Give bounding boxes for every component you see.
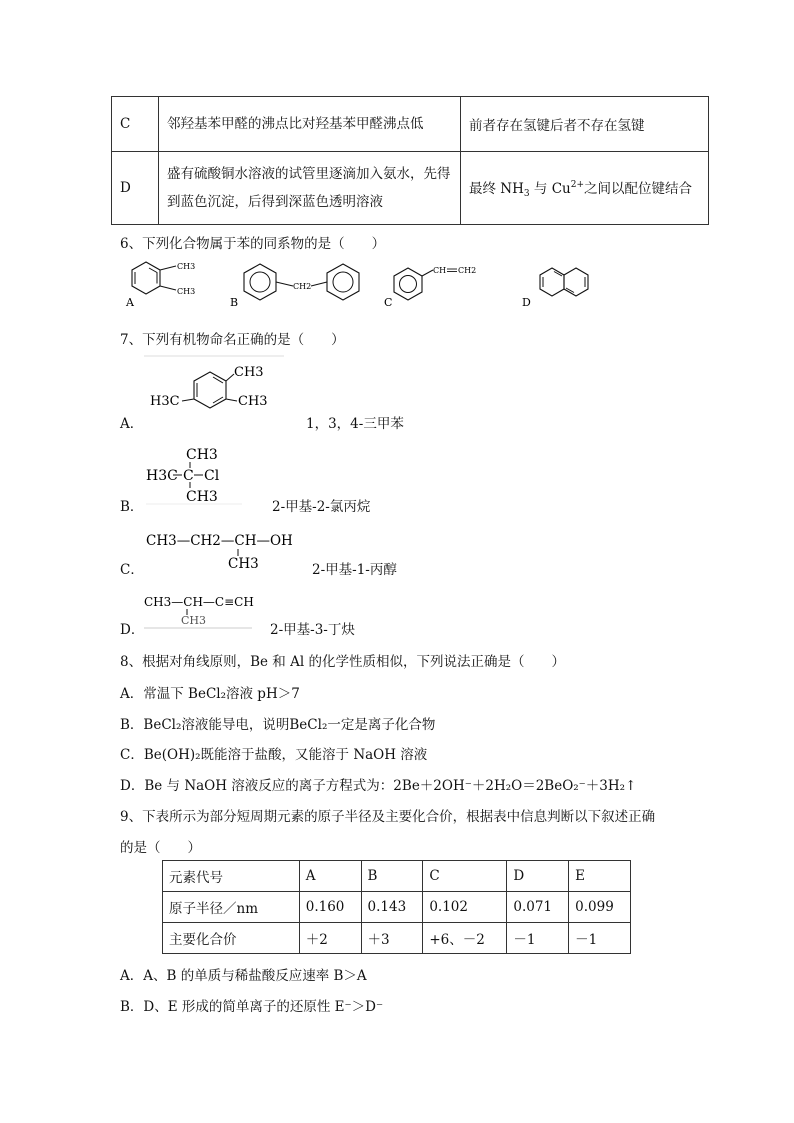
b-bottom: CH3 <box>186 489 218 505</box>
q7c-label: C． <box>120 562 144 578</box>
q7-stem: 7、下列有机物命名正确的是（ ） <box>120 332 345 348</box>
table-cell: ＋3 <box>361 923 423 954</box>
ch2-label: CH2 <box>293 282 312 291</box>
table-row <box>112 152 709 225</box>
element-table <box>162 860 631 954</box>
q7d-label: D． <box>120 622 145 638</box>
table-cell: 0.143 <box>361 892 423 923</box>
q7a-name: 1，3，4-三甲苯 <box>306 416 404 432</box>
q9-stem-line2: 的是（ ） <box>120 840 201 856</box>
table-cell: 0.102 <box>423 892 507 923</box>
table-cell: ＋2 <box>299 923 361 954</box>
row-key: C <box>112 97 159 152</box>
b-carbon: C <box>183 468 194 484</box>
row-phenomenon <box>159 152 461 225</box>
row-key: D <box>112 152 159 225</box>
table-cell: B <box>361 861 423 892</box>
q7b-name: 2-甲基-2-氯丙烷 <box>272 499 371 515</box>
b-h3c: H3C <box>146 468 178 484</box>
table-cell: A <box>299 861 361 892</box>
table-cell: E <box>569 861 631 892</box>
structure-c-styrene <box>384 266 476 309</box>
expl-text: 之间以配位键结合 <box>584 181 693 197</box>
c-branch: CH3 <box>228 556 259 572</box>
expl-sup: 2+ <box>570 180 585 190</box>
q6-structures <box>118 258 618 310</box>
expl-sub: 3 <box>523 189 530 199</box>
b-cl: Cl <box>204 468 220 484</box>
q7d-structure <box>144 594 284 632</box>
q8-option-a: A．常温下 BeCl₂溶液 pH＞7 <box>120 686 300 702</box>
expl-text: 最终 NH <box>469 181 524 197</box>
q7b-label: B． <box>120 499 144 515</box>
q9-option-a: A．A、B 的单质与稀盐酸反应速率 B＞A <box>120 968 367 984</box>
expl-text: 与 Cu <box>529 181 571 197</box>
table-row <box>163 861 631 892</box>
option-d-label: D <box>522 296 531 309</box>
h3c-left: H3C <box>150 394 180 409</box>
table-cell: +6、－2 <box>423 923 507 954</box>
ch2-label: CH2 <box>458 266 477 275</box>
ch3-right: CH3 <box>238 394 268 409</box>
q7d-name: 2-甲基-3-丁炔 <box>270 622 355 638</box>
q7a-structure <box>142 354 302 424</box>
d-chain: CH3—CH—C≡CH <box>144 595 254 609</box>
q7a-label: A． <box>120 416 144 432</box>
c-chain: CH3—CH2—CH—OH <box>146 533 293 549</box>
option-c-label: C <box>384 296 393 309</box>
ch3-label: CH3 <box>177 262 196 271</box>
q9-option-b: B．D、E 形成的简单离子的还原性 E⁻＞D⁻ <box>120 999 384 1015</box>
q8-stem: 8、根据对角线原则，Be 和 Al 的化学性质相似，下列说法正确是（ ） <box>120 654 565 670</box>
phenomenon-line: 到蓝色沉淀，后得到深蓝色透明溶液 <box>167 194 383 210</box>
q8-option-d: D．Be 与 NaOH 溶液反应的离子方程式为：2Be＋2OH⁻＋2H₂O＝2BeO₂⁻＋3H₂↑ <box>120 778 637 794</box>
table-row <box>163 892 631 923</box>
row-phenomenon: 邻羟基苯甲醛的沸点比对羟基苯甲醛沸点低 <box>159 97 461 152</box>
ch3-top: CH3 <box>234 365 264 380</box>
row-explanation <box>461 152 709 225</box>
q8-option-b: B．BeCl₂溶液能导电，说明BeCl₂一定是离子化合物 <box>120 717 436 733</box>
q6-stem: 6、下列化合物属于苯的同系物的是（ ） <box>120 236 386 252</box>
q7c-structure <box>146 530 296 576</box>
table-row <box>163 923 631 954</box>
table-cell: 元素代号 <box>163 861 300 892</box>
table-cell: －1 <box>569 923 631 954</box>
row-explanation: 前者存在氢键后者不存在氢键 <box>461 97 709 152</box>
table-cell: 主要化合价 <box>163 923 300 954</box>
q7c-name: 2-甲基-1-丙醇 <box>312 562 397 578</box>
table-row <box>112 97 709 152</box>
q9-stem-line1: 9、下表所示为部分短周期元素的原子半径及主要化合价，根据表中信息判断以下叙述正确 <box>120 809 656 825</box>
d-branch: CH3 <box>181 614 207 627</box>
table-cell: 0.071 <box>507 892 569 923</box>
option-b-label: B <box>230 296 239 309</box>
ch-label: CH <box>433 266 447 275</box>
b-top: CH3 <box>186 447 218 463</box>
structure-b-diphenylmethane <box>230 264 359 309</box>
table-cell: 0.160 <box>299 892 361 923</box>
structure-d-naphthalene <box>522 268 588 309</box>
table-cell: 原子半径／nm <box>163 892 300 923</box>
table-cell: 0.099 <box>569 892 631 923</box>
option-a-label: A <box>126 296 134 309</box>
structure-a-xylene <box>125 262 195 309</box>
q7b-structure <box>142 444 262 506</box>
phenomenon-line: 盛有硫酸铜水溶液的试管里逐滴加入氨水，先得 <box>167 166 451 182</box>
q8-option-c: C．Be(OH)₂既能溶于盐酸，又能溶于 NaOH 溶液 <box>120 747 428 763</box>
table-cell: －1 <box>507 923 569 954</box>
table-cell: D <box>507 861 569 892</box>
ch3-label: CH3 <box>177 287 196 296</box>
answer-table-top <box>111 96 709 225</box>
table-cell: C <box>423 861 507 892</box>
